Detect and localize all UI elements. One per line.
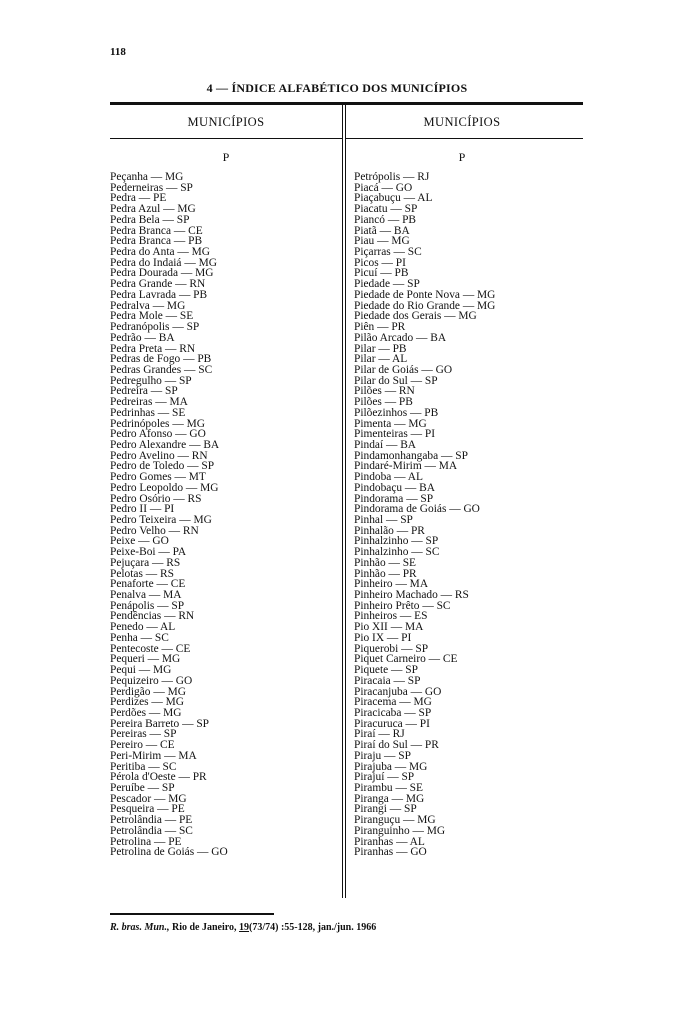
page-number: 118	[110, 46, 126, 58]
municipality-entry: Pilar de Goiás — GO	[354, 363, 453, 376]
journal-name: R. bras. Mun.,	[110, 922, 170, 933]
municipality-entry: Pedras Grandes — SC	[110, 363, 213, 376]
municipality-entry: Piquet Carneiro — CE	[354, 653, 458, 666]
municipality-entry: Piquerobi — SP	[354, 642, 429, 655]
municipality-entry: Pedra Dourada — MG	[110, 267, 214, 280]
municipality-entry: Pinheiro — MA	[354, 578, 429, 591]
top-rule	[110, 102, 583, 105]
municipality-entry: Piedade de Ponte Nova — MG	[354, 288, 496, 301]
citation-rest: (73/74) :55-128, jan./jun. 1966	[249, 922, 377, 933]
citation-volume: 19	[239, 922, 250, 933]
municipality-entry: Pinheiro Prêto — SC	[354, 599, 451, 612]
municipality-entry: Pilar — AL	[354, 353, 408, 366]
municipality-entry: Piraí — RJ	[354, 728, 405, 741]
municipality-entry: Peçanha — MG	[110, 171, 184, 183]
municipality-entry: Penha — SC	[110, 631, 169, 644]
municipality-entry: Piranguinho — MG	[354, 824, 446, 837]
municipality-entry: Pinhão — SE	[354, 556, 417, 569]
municipality-entry: Pejuçara — RS	[110, 556, 181, 569]
municipality-entry: Pederneiras — SP	[110, 181, 193, 194]
municipality-entry: Pirajuí — SP	[354, 771, 415, 784]
municipality-entry: Peri-Mirim — MA	[110, 749, 197, 762]
municipality-entry: Pedra do Anta — MG	[110, 246, 210, 259]
municipality-entry: Piracaia — SP	[354, 674, 421, 687]
municipality-entry: Pedra Azul — MG	[110, 203, 196, 216]
municipality-entry: Pimenta — MG	[354, 417, 427, 430]
municipality-entry: Pio IX — PI	[354, 631, 412, 644]
municipality-entry: Piranga — MG	[354, 792, 425, 805]
municipality-entry: Pedro Gomes — MT	[110, 471, 206, 484]
municipality-entry: Pedro Osório — RS	[110, 492, 202, 505]
municipality-entry: Pindamonhangaba — SP	[354, 449, 468, 462]
municipality-entry: Piracanjuba — GO	[354, 685, 442, 698]
municipality-entry: Pindobaçu — BA	[354, 481, 435, 494]
right-letter-heading: P	[458, 150, 466, 164]
municipality-entry: Pereiro — CE	[110, 739, 175, 752]
municipality-entry: Pedregulho — SP	[110, 374, 192, 387]
municipality-entry: Piraí do Sul — PR	[354, 739, 439, 752]
municipality-entry: Pilõezinhos — PB	[354, 406, 439, 419]
municipality-entry: Piranguçu — MG	[354, 814, 436, 827]
municipality-entry: Peixe-Boi — PA	[110, 546, 187, 559]
municipality-entry: Piau — MG	[354, 235, 410, 248]
municipality-entry: Pedra Branca — PB	[110, 235, 203, 248]
municipality-entry: Pirambu — SE	[354, 781, 423, 794]
left-header-rule	[110, 138, 342, 139]
column-divider	[342, 105, 346, 898]
municipality-entry: Pedrão — BA	[110, 331, 175, 344]
municipality-entry: Piçarras — SC	[354, 246, 422, 259]
municipality-entry: Peixe — GO	[110, 535, 169, 548]
municipality-entry: Pedralva — MG	[110, 299, 186, 312]
municipality-entry: Pirangi — SP	[354, 803, 417, 816]
left-municipality-list	[110, 172, 228, 858]
municipality-entry: Piaçabuçu — AL	[354, 192, 433, 205]
municipality-entry: Piquete — SP	[354, 664, 418, 677]
municipality-entry: Pedro Teixeira — MG	[110, 514, 212, 526]
municipality-entry: Petrolina — PE	[110, 835, 182, 848]
municipality-entry: Piraju — SP	[354, 749, 411, 762]
municipality-entry: Pequi — MG	[110, 664, 172, 677]
municipality-entry: Pedrinhas — SE	[110, 406, 186, 419]
municipality-entry: Pedra Branca — CE	[110, 224, 203, 237]
municipality-entry: Perdigão — MG	[110, 685, 186, 698]
municipality-entry: Pereira Barreto — SP	[110, 717, 210, 730]
municipality-entry: Pedro Alexandre — BA	[110, 438, 220, 451]
municipality-entry: Pedro Leopoldo — MG	[110, 481, 219, 494]
municipality-entry: Peruíbe — SP	[110, 781, 175, 794]
municipality-entry: Pirajuba — MG	[354, 760, 428, 773]
municipality-entry: Pindaí — BA	[354, 438, 417, 451]
municipality-entry: Pio XII — MA	[354, 621, 424, 634]
municipality-entry: Perdões — MG	[110, 706, 182, 719]
municipality-entry: Pendências — RN	[110, 610, 195, 623]
municipality-entry: Picos — PI	[354, 256, 406, 269]
municipality-entry: Piacatu — SP	[354, 203, 418, 216]
municipality-entry: Perdizes — MG	[110, 696, 185, 709]
municipality-entry: Piranhas — AL	[354, 835, 425, 848]
municipality-entry: Petrolândia — SC	[110, 824, 193, 837]
municipality-entry: Petrolina de Goiás — GO	[110, 846, 228, 859]
municipality-entry: Piranhas — GO	[354, 846, 427, 859]
municipality-entry: Pedra Lavrada — PB	[110, 288, 208, 301]
municipality-entry: Pedro Avelino — RN	[110, 449, 208, 462]
right-municipality-list	[354, 172, 495, 858]
municipality-entry: Pimenteiras — PI	[354, 428, 435, 441]
municipality-entry: Pedreira — SP	[110, 385, 178, 398]
municipality-entry: Picuí — PB	[354, 267, 409, 280]
municipality-entry: Pedro de Toledo — SP	[110, 460, 215, 473]
municipality-entry: Pinhal — SP	[354, 514, 413, 526]
municipality-entry: Pilar do Sul — SP	[354, 374, 438, 387]
municipality-entry: Pedra Grande — RN	[110, 278, 206, 291]
municipality-entry: Petrópolis — RJ	[354, 171, 430, 183]
municipality-entry: Pindaré-Mirim — MA	[354, 460, 458, 473]
left-letter-heading: P	[222, 150, 230, 164]
municipality-entry: Penedo — AL	[110, 621, 176, 634]
right-header-rule	[346, 138, 583, 139]
municipality-entry: Piracicaba — SP	[354, 706, 432, 719]
municipality-entry: Pelotas — RS	[110, 567, 174, 580]
municipality-entry: Pilões — PB	[354, 396, 413, 409]
municipality-entry: Pindorama de Goiás — GO	[354, 503, 480, 516]
municipality-entry: Pindoba — AL	[354, 471, 423, 484]
municipality-entry: Pedra Mole — SE	[110, 310, 194, 323]
municipality-entry: Pedro Velho — RN	[110, 524, 199, 537]
municipality-entry: Piên — PR	[354, 321, 406, 334]
municipality-entry: Pinheiro Machado — RS	[354, 589, 469, 602]
municipality-entry: Penaforte — CE	[110, 578, 186, 591]
municipality-entry: Pindorama — SP	[354, 492, 434, 505]
footer-rule	[110, 913, 274, 915]
municipality-entry: Pedro II — PI	[110, 503, 175, 516]
municipality-entry: Piedade — SP	[354, 278, 420, 291]
municipality-entry: Pescador — MG	[110, 792, 187, 805]
municipality-entry: Pinhão — PR	[354, 567, 417, 580]
municipality-entry: Piedade dos Gerais — MG	[354, 310, 477, 323]
municipality-entry: Peritiba — SC	[110, 760, 177, 773]
municipality-entry: Pedra Bela — SP	[110, 213, 190, 226]
municipality-entry: Piatã — BA	[354, 224, 410, 237]
municipality-entry: Pequizeiro — GO	[110, 674, 193, 687]
municipality-entry: Piracuruca — PI	[354, 717, 430, 730]
municipality-entry: Pesqueira — PE	[110, 803, 185, 816]
municipality-entry: Pilar — PB	[354, 342, 407, 355]
municipality-entry: Pilão Arcado — BA	[354, 331, 447, 344]
municipality-entry: Pedras de Fogo — PB	[110, 353, 212, 366]
municipality-entry: Pérola d'Oeste — PR	[110, 771, 207, 784]
municipality-entry: Pedro Afonso — GO	[110, 428, 206, 441]
municipality-entry: Pedrinópoles — MG	[110, 417, 205, 430]
municipality-entry: Pinhalzinho — SP	[354, 535, 439, 548]
municipality-entry: Piancó — PB	[354, 213, 417, 226]
section-title: 4 — ÍNDICE ALFABÉTICO DOS MUNICÍPIOS	[206, 81, 468, 95]
municipality-entry: Penápolis — SP	[110, 599, 185, 612]
municipality-entry: Piedade do Rio Grande — MG	[354, 299, 496, 312]
municipality-entry: Pedra — PE	[110, 192, 167, 205]
left-column-header: MUNICÍPIOS	[187, 115, 265, 129]
municipality-entry: Pequeri — MG	[110, 653, 181, 666]
citation-place: Rio de Janeiro,	[169, 922, 240, 933]
municipality-entry: Pedranópolis — SP	[110, 321, 200, 334]
municipality-entry: Pedra Preta — RN	[110, 342, 196, 355]
municipality-entry: Pedra do Indaiá — MG	[110, 256, 217, 269]
municipality-entry: Petrolândia — PE	[110, 814, 193, 827]
municipality-entry: Pinhalzinho — SC	[354, 546, 440, 559]
municipality-entry: Piacá — GO	[354, 181, 413, 194]
municipality-entry: Penalva — MA	[110, 589, 182, 602]
municipality-entry: Pinhalão — PR	[354, 524, 425, 537]
municipality-entry: Pereiras — SP	[110, 728, 177, 741]
municipality-entry: Piracema — MG	[354, 696, 432, 709]
municipality-entry: Pentecoste — CE	[110, 642, 191, 655]
municipality-entry: Pedreiras — MA	[110, 396, 188, 409]
municipality-entry: Pilões — RN	[354, 385, 415, 398]
municipality-entry: Pinheiros — ES	[354, 610, 428, 623]
citation-footer	[110, 922, 376, 933]
right-column-header: MUNICÍPIOS	[423, 115, 501, 129]
